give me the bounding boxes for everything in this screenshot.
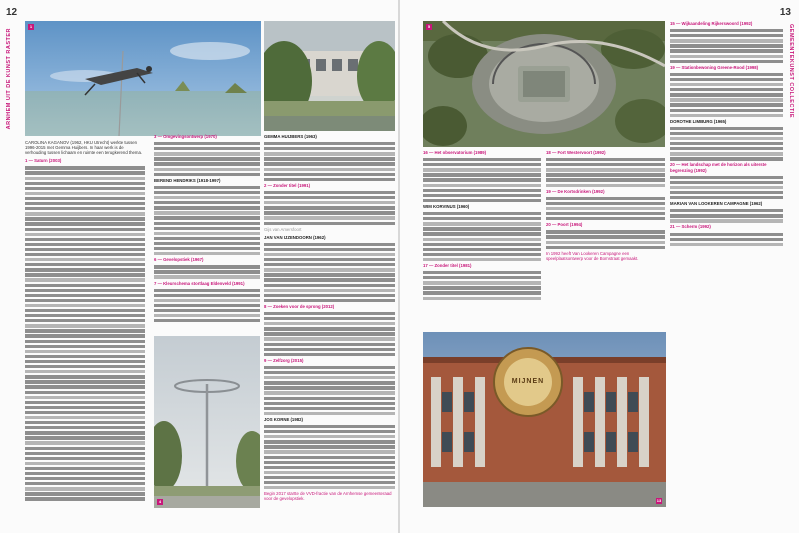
right-column-1-item: 16 — Het observatorium (1989) xyxy=(423,150,487,155)
photo-building-trees xyxy=(264,21,395,131)
right-text-column-2 xyxy=(546,150,665,330)
side-label-left: ARNHEM UIT DE KUNST RASTER xyxy=(6,28,12,130)
column-1-item: 1 — Saturn (2003) xyxy=(25,158,62,164)
column-2-item-1: 3 — Omgevingsontwerp (1970) xyxy=(154,134,217,139)
right-text-column-1 xyxy=(423,150,541,330)
page-number-left: 12 xyxy=(6,7,18,18)
page-number-right: 13 xyxy=(779,7,791,18)
photo-pole-sculpture xyxy=(154,336,260,508)
column-4-item-2: 9 — Zelfzorg (2015) xyxy=(264,357,304,363)
column-4-item-1: 8 — Zoeken voor de sprong (2012) xyxy=(264,303,335,309)
photo-sky-sculpture xyxy=(25,21,261,136)
column-3-credit: Gijs van Amersfoort xyxy=(264,226,302,232)
right-text-column-3 xyxy=(670,21,783,326)
right-column-2-note: In 1992 heeft Van Lookeren Campagne een speelplaatsontwerp voor de Bornstraat gemaakt. xyxy=(546,250,639,261)
column-4-heading-2: JOS KORNE (1982) xyxy=(264,416,303,422)
right-column-3-heading-2: MARIAN VAN LOOKEREN CAMPAGNE (1962) xyxy=(670,201,763,207)
right-page xyxy=(400,0,799,533)
photo-tag-5: 5 xyxy=(427,24,431,29)
column-4-note: Begin 2017 startte de VVD-fractie van de Arnhemse gemeenteraad voor de gevelopstiek. xyxy=(264,491,392,502)
right-column-3-item-2: 19 — Stationbewoning Greene-Rood (1998) xyxy=(670,64,759,70)
right-column-2-item-3: 20 — Poort (1994) xyxy=(546,222,583,228)
right-column-3-item-4: 21 — Scherm (1992) xyxy=(670,224,711,230)
column-2-item-2: 6 — Gevelopstiek (1967) xyxy=(154,257,204,263)
photo-tag-4: 4 xyxy=(158,499,162,504)
right-column-2-item-2: 19 — De Kortsdrinken (1992) xyxy=(546,188,605,194)
right-column-3-item-3: 20 — Het landschap met de horizon als uiterste begrenzing (1992) xyxy=(670,162,767,173)
side-label-right: GEMEENTEKUNST COLLECTIE xyxy=(788,24,794,119)
text-column-1 xyxy=(25,140,145,525)
right-column-1-heading: WIM KORVINUS (1960) xyxy=(423,203,470,209)
text-column-3 xyxy=(264,134,395,524)
column-2-item-3: 7 — Kleurschema stortlaag Eldenveld (1991) xyxy=(154,280,245,286)
left-page xyxy=(0,0,398,533)
photo-aerial-view xyxy=(423,21,665,147)
right-column-3-heading: DOROTHE LIMBURG (1965) xyxy=(670,118,727,124)
column-1-body xyxy=(25,166,145,500)
column-3-item: 2 — Zonder titel (1991) xyxy=(264,182,311,188)
photo-building-facade xyxy=(423,332,666,507)
photo-tag-13: 13 xyxy=(656,498,662,503)
column-4-heading: JAN VAN IJZENDOORN (1962) xyxy=(264,234,326,240)
right-column-1-item-2: 17 — Zonder titel (1981) xyxy=(423,262,472,268)
column-3-heading: GEMMA HUIJBERS (1963) xyxy=(264,134,317,139)
building-sign-text: MIJNEN xyxy=(511,378,545,385)
photo-tag-1: 1 xyxy=(29,24,33,29)
column-2-heading: BEREND HENDRIKS (1918-1997) xyxy=(154,177,221,183)
right-column-3-item: 15 — Wijkaandeling Rijkerswoord (1992) xyxy=(670,21,753,26)
right-column-2-item: 18 — Fort Westervoort (1992) xyxy=(546,150,606,155)
column-1-intro: CAROLINA KAGANOV (1962, HKU Utrecht) werkte tussen 1996-2015 met Gemma Huijbers. In haar werk is de verhouding tussen lichaam en ruimte een terugkerend thema. xyxy=(25,140,143,156)
text-column-2 xyxy=(154,134,260,334)
